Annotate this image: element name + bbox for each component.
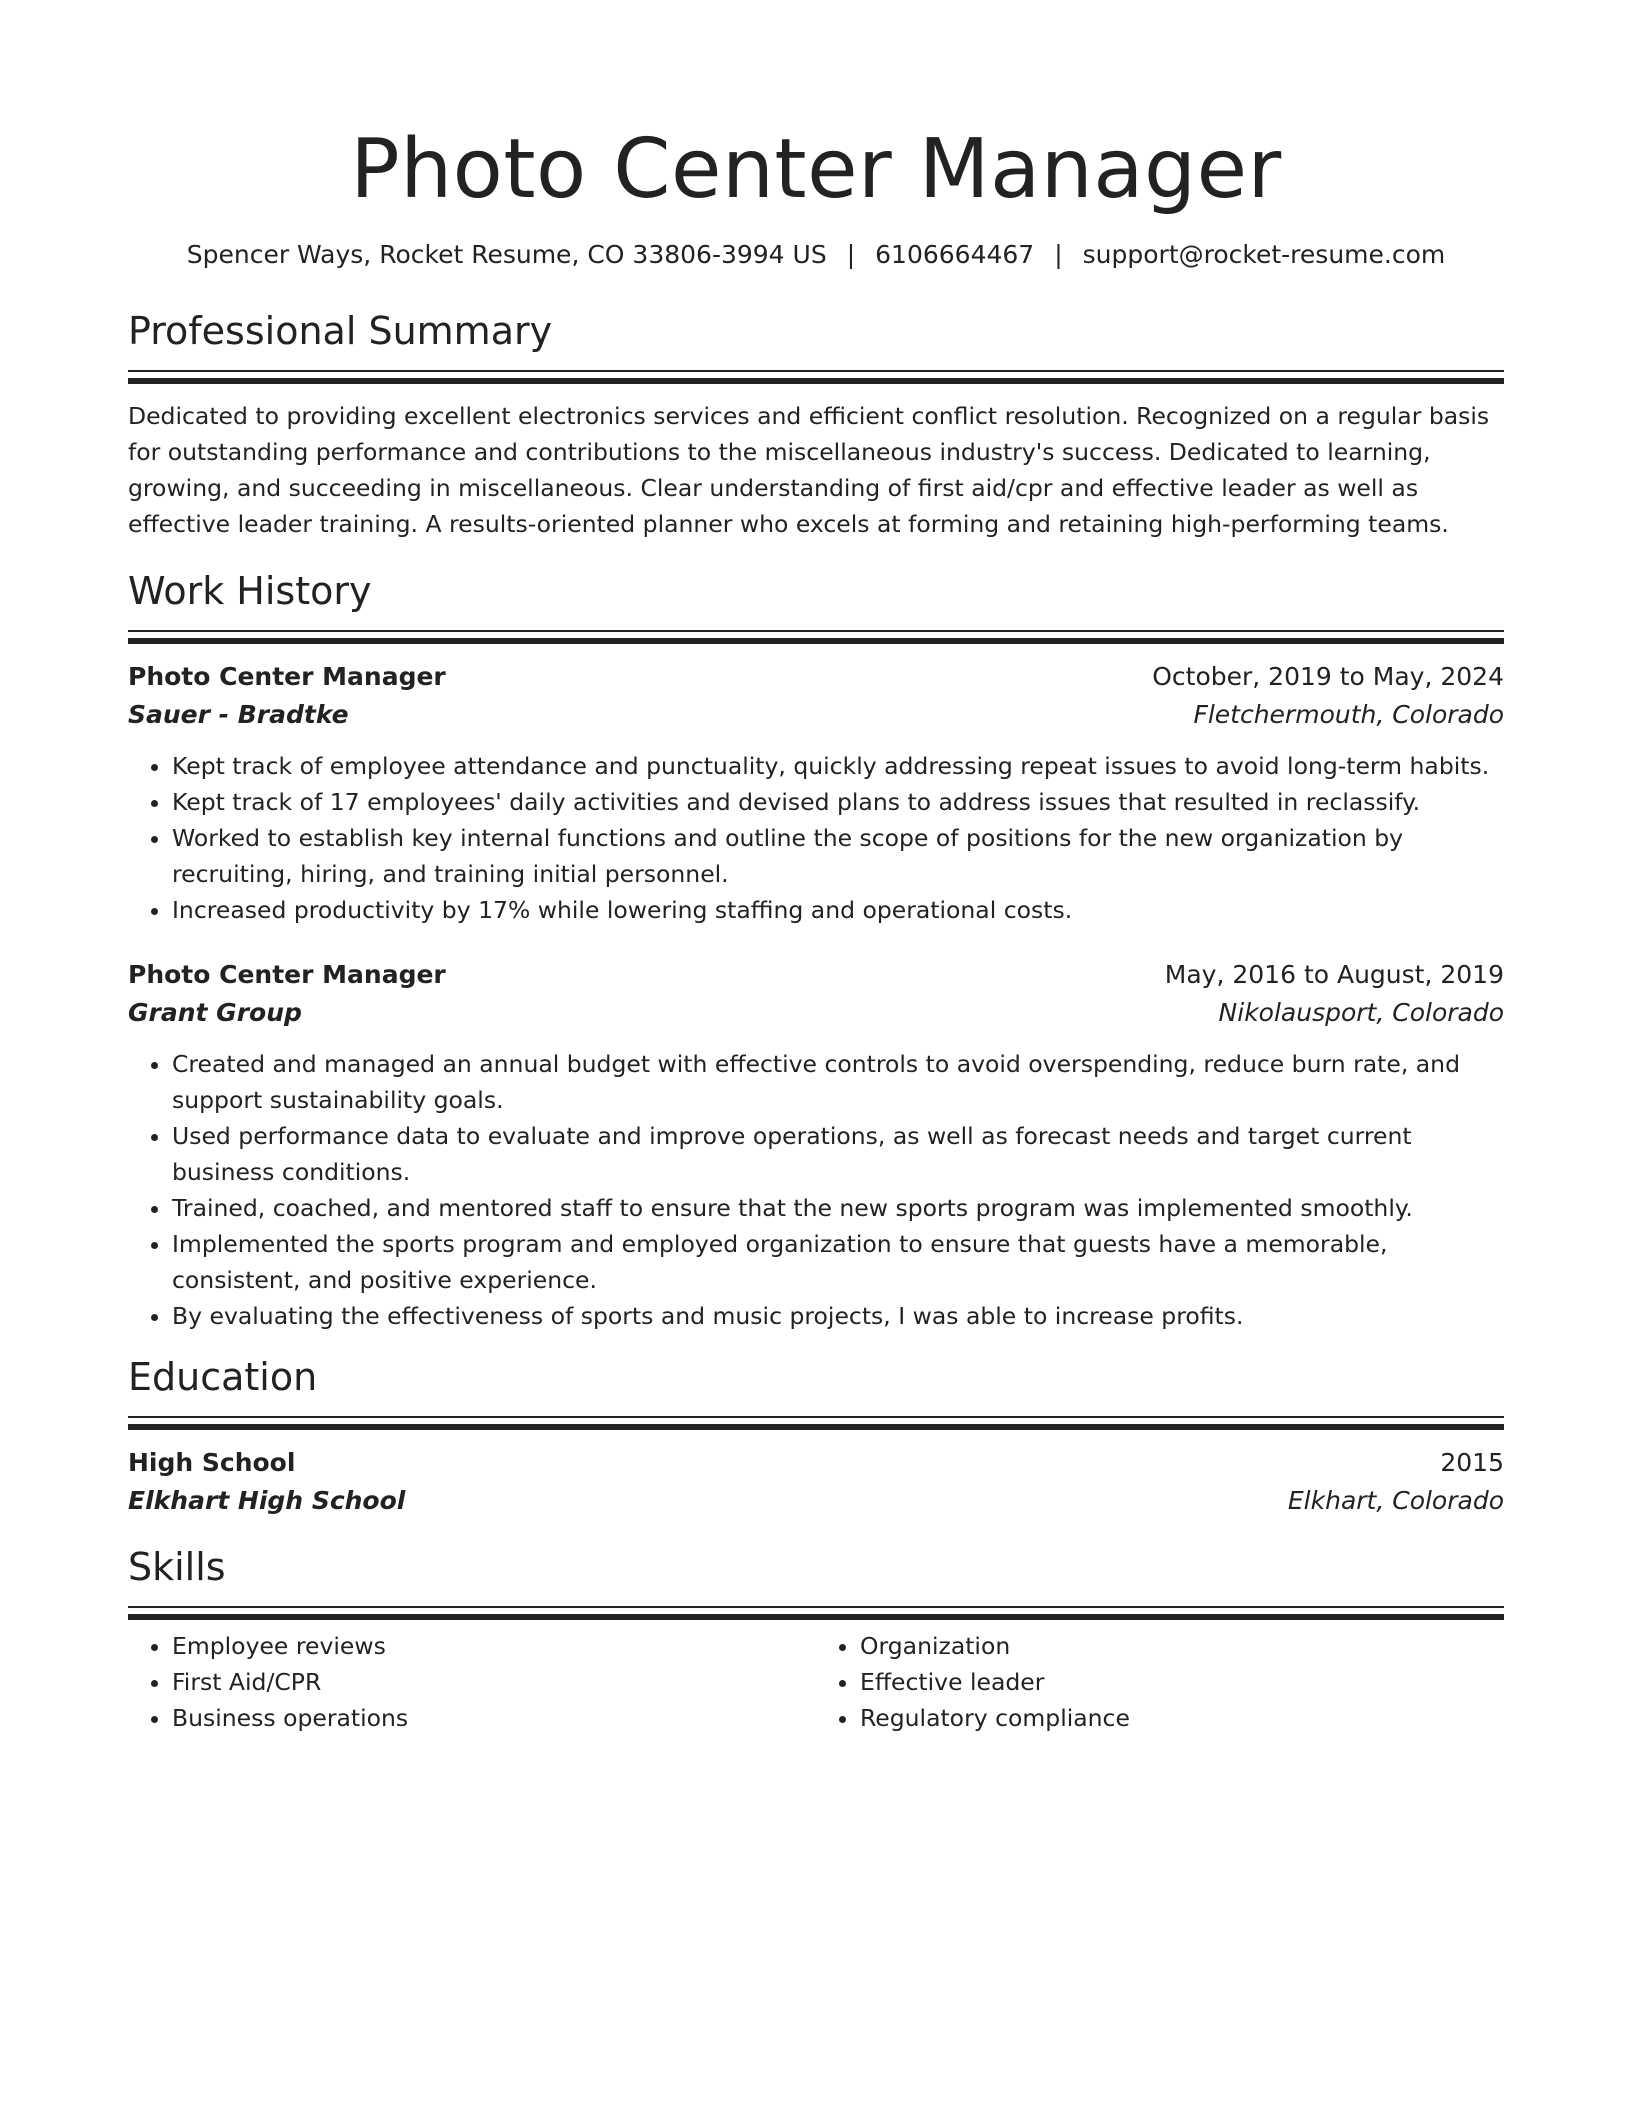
job-bullets bbox=[128, 1046, 1504, 1334]
education-header bbox=[128, 1444, 1504, 1482]
job-dates: October, 2019 to May, 2024 bbox=[1152, 661, 1504, 691]
job-bullet: • Kept track of employee attendance and punctuality, quickly addressing repeat issues to avoid long-term habits. bbox=[172, 748, 1504, 784]
job-bullet: • By evaluating the effectiveness of sports and music projects, I was able to increase profits. bbox=[172, 1298, 1504, 1334]
contact-phone: 6106664467 bbox=[875, 240, 1035, 269]
job-bullet: • Used performance data to evaluate and improve operations, as well as forecast needs and target current business conditions. bbox=[172, 1118, 1504, 1190]
job-entry bbox=[128, 658, 1504, 928]
education-degree: High School bbox=[128, 1447, 296, 1477]
job-entry bbox=[128, 956, 1504, 1334]
education-section bbox=[128, 1352, 1504, 1520]
skills-left-column bbox=[128, 1628, 816, 1736]
resume-name: Photo Center Manager bbox=[350, 122, 1282, 217]
job-bullet: • Worked to establish key internal functions and outline the scope of positions for the new organization by recruiting, hiring, and training initial personnel. bbox=[172, 820, 1504, 892]
work-section bbox=[128, 566, 1504, 1334]
skills-right-column bbox=[816, 1628, 1504, 1736]
contact-separator: | bbox=[846, 240, 856, 269]
job-header bbox=[128, 956, 1504, 994]
job-title: Photo Center Manager bbox=[128, 661, 446, 691]
contact-email[interactable]: support@rocket-resume.com bbox=[1082, 240, 1446, 269]
contact-separator: | bbox=[1054, 240, 1063, 269]
work-heading: Work History bbox=[128, 568, 372, 613]
section-divider bbox=[128, 1606, 1504, 1620]
job-header bbox=[128, 658, 1504, 696]
summary-text: Dedicated to providing excellent electronics services and efficient conflict resolution. Recognized on a regular basis for outstanding performance and contributions to the miscellaneous industry's success. Dedicated to learning, growing, and succeeding in miscellaneous. Clear understanding of first aid/cpr and effective leader as well as effective leader training. A results-oriented planner who excels at forming and retaining high-performing teams. bbox=[128, 402, 1490, 538]
job-subheader bbox=[128, 696, 1504, 734]
contact-line bbox=[128, 238, 1504, 272]
job-subheader bbox=[128, 994, 1504, 1032]
education-location: Elkhart, Colorado bbox=[1287, 1485, 1504, 1515]
section-divider bbox=[128, 630, 1504, 644]
summary-heading: Professional Summary bbox=[128, 309, 553, 353]
job-bullet: • Kept track of 17 employees' daily activities and devised plans to address issues that resulted in reclassify. bbox=[172, 784, 1504, 820]
education-subheader bbox=[128, 1482, 1504, 1520]
section-divider bbox=[128, 1416, 1504, 1430]
skills-columns bbox=[128, 1628, 1504, 1736]
job-title: Photo Center Manager bbox=[128, 959, 446, 989]
job-bullet: • Increased productivity by 17% while lowering staffing and operational costs. bbox=[172, 892, 1504, 928]
job-company: Sauer - Bradtke bbox=[128, 699, 349, 729]
job-location: Nikolausport, Colorado bbox=[1218, 997, 1504, 1027]
skills-heading: Skills bbox=[128, 1544, 226, 1589]
job-company: Grant Group bbox=[128, 997, 302, 1027]
education-school: Elkhart High School bbox=[128, 1485, 406, 1515]
job-location: Fletchermouth, Colorado bbox=[1193, 699, 1504, 729]
skill-item: • Organization bbox=[860, 1628, 1504, 1664]
skill-item: • Regulatory compliance bbox=[860, 1700, 1504, 1736]
skill-item: • Effective leader bbox=[860, 1664, 1504, 1700]
education-entry bbox=[128, 1444, 1504, 1520]
job-bullet: • Created and managed an annual budget with effective controls to avoid overspending, reduce burn rate, and support sustainability goals. bbox=[172, 1046, 1504, 1118]
education-heading: Education bbox=[128, 1354, 318, 1399]
skill-item: • First Aid/CPR bbox=[172, 1664, 816, 1700]
summary-section bbox=[128, 306, 1504, 542]
contact-address: Spencer Ways, Rocket Resume, CO 33806-3994 US bbox=[186, 240, 827, 269]
job-dates: May, 2016 to August, 2019 bbox=[1164, 959, 1504, 989]
job-bullets bbox=[128, 748, 1504, 928]
skill-item: • Business operations bbox=[172, 1700, 816, 1736]
section-divider bbox=[128, 370, 1504, 384]
skill-item: • Employee reviews bbox=[172, 1628, 816, 1664]
job-bullet: • Trained, coached, and mentored staff to ensure that the new sports program was implemented smoothly. bbox=[172, 1190, 1504, 1226]
education-year: 2015 bbox=[1440, 1447, 1504, 1477]
job-bullet: • Implemented the sports program and employed organization to ensure that guests have a memorable, consistent, and positive experience. bbox=[172, 1226, 1504, 1298]
skills-section bbox=[128, 1542, 1504, 1736]
